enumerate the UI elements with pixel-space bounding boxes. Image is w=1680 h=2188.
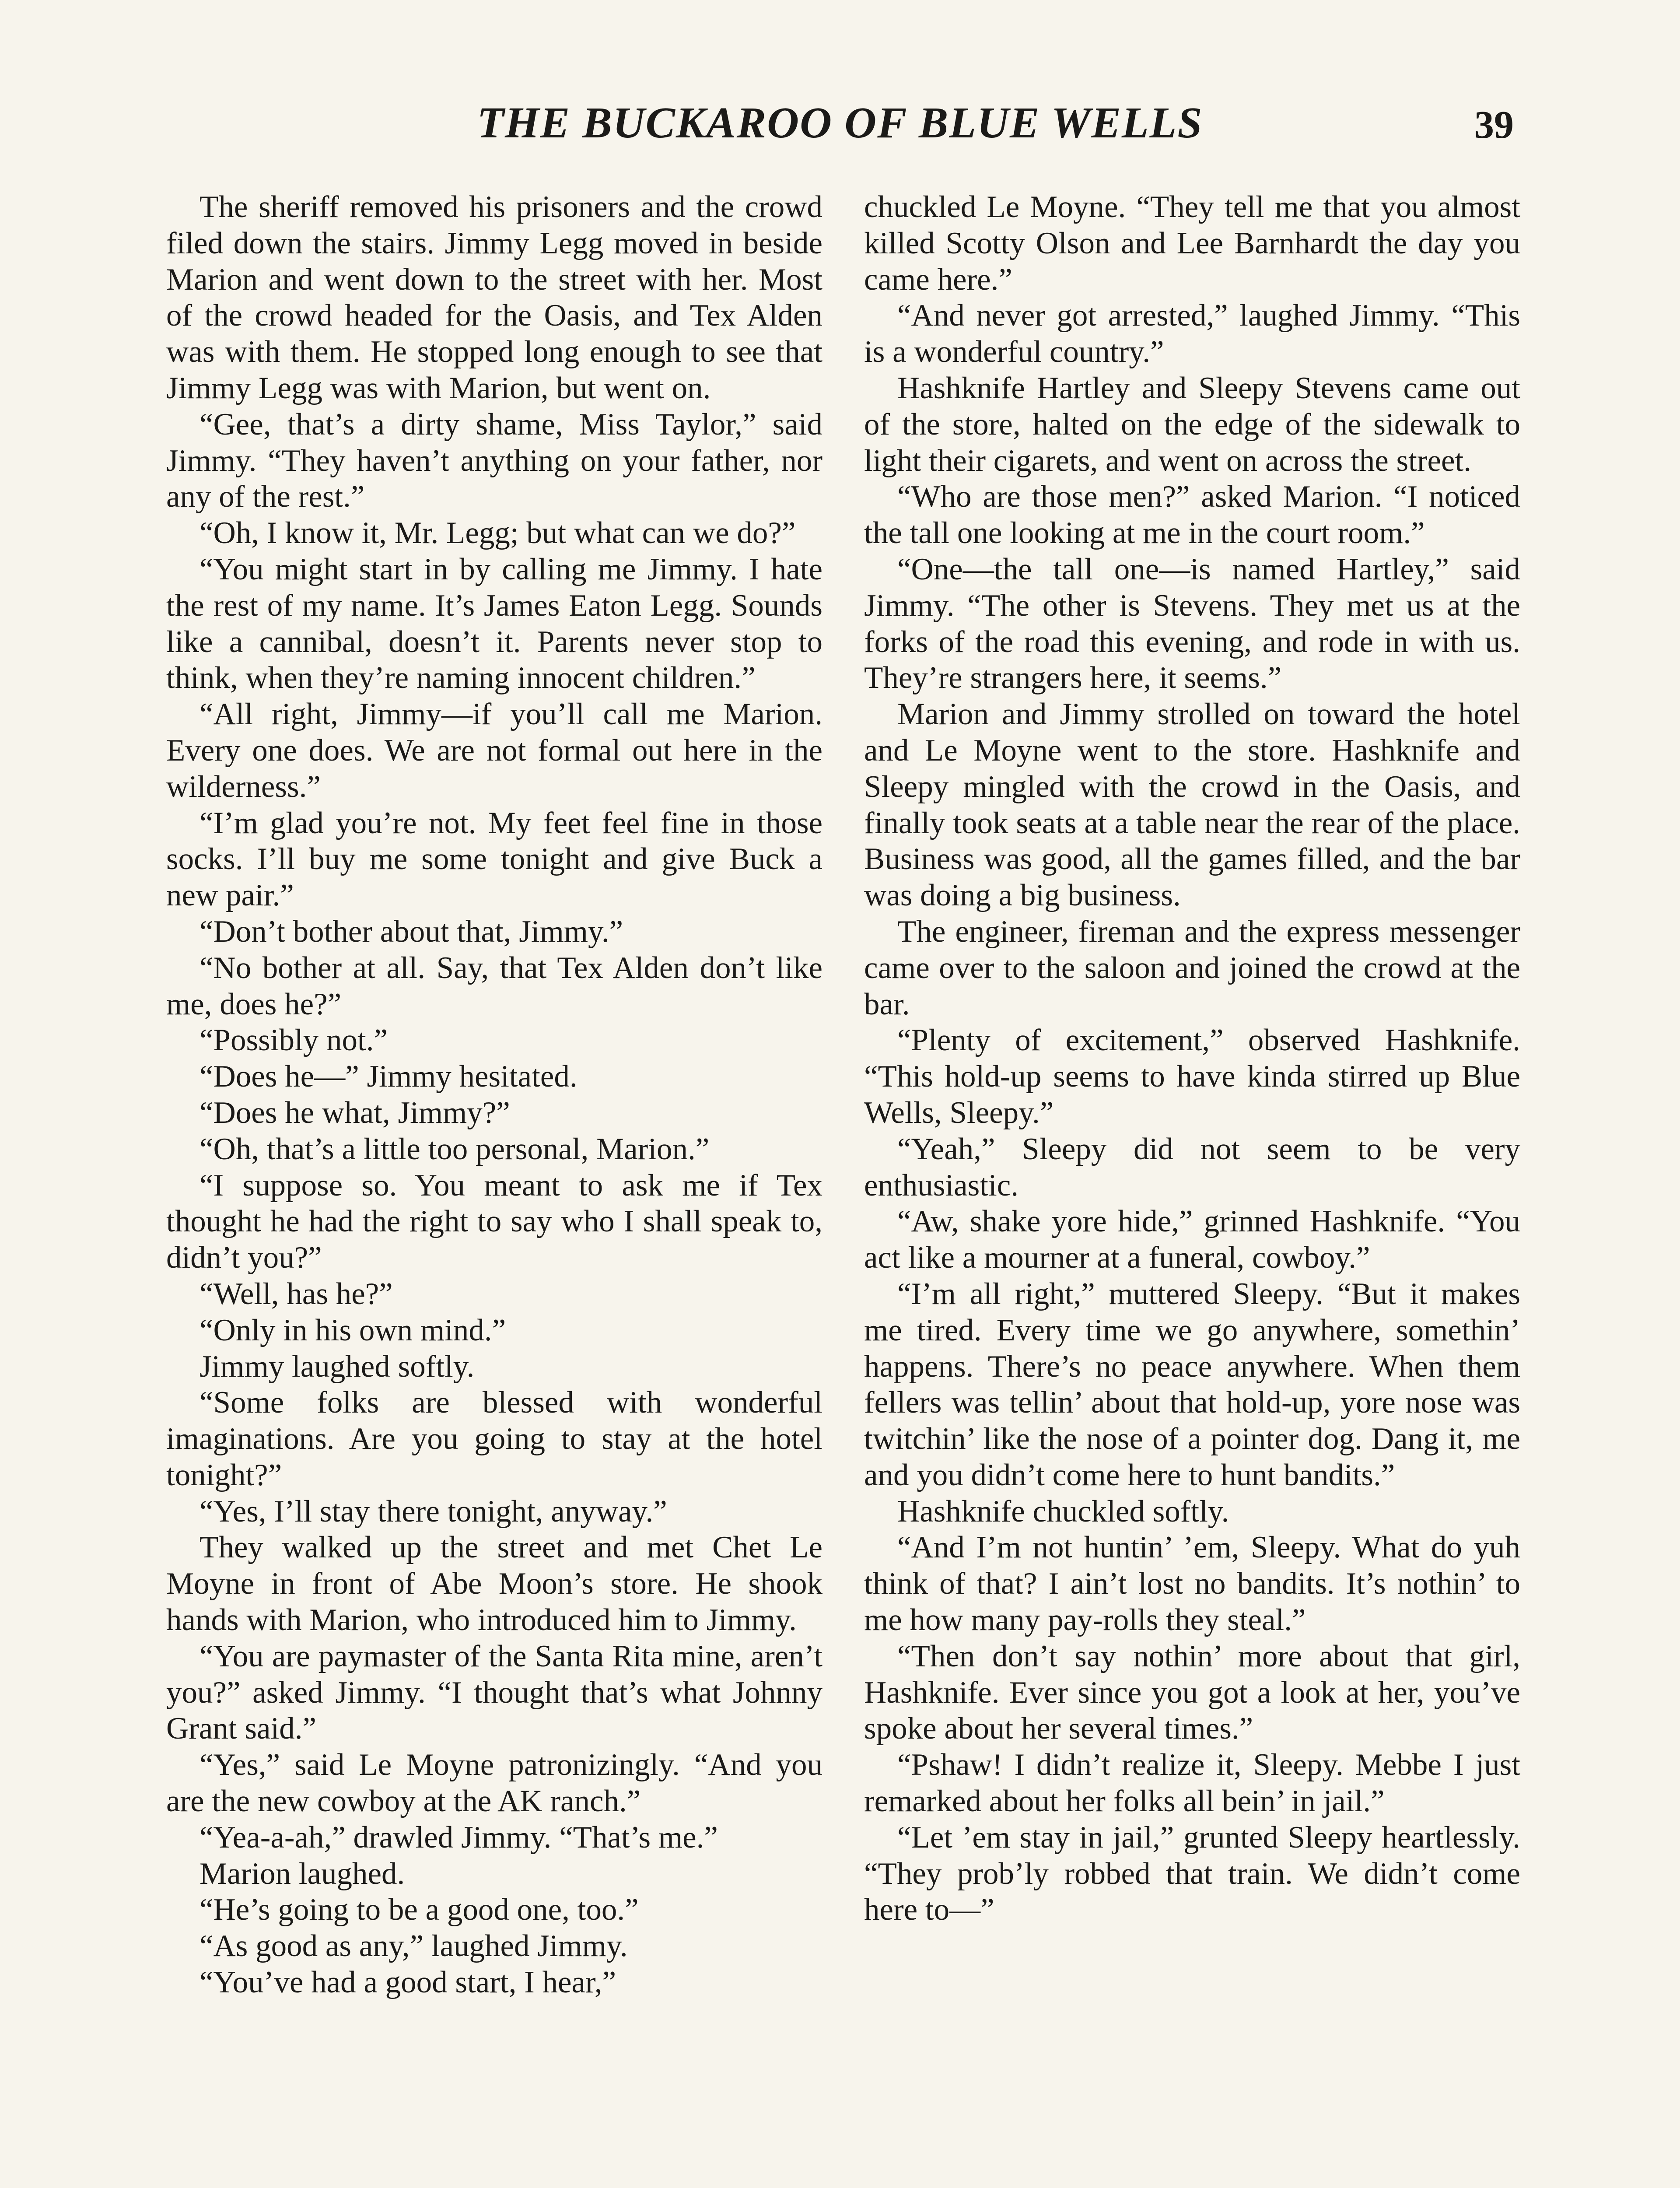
paragraph: “Pshaw! I didn’t realize it, Sleepy. Mebbe I just remarked about her folks all bein’ in jail.” [864,1748,1520,1819]
paragraph: “Some folks are blessed with wonderful imaginations. Are you going to stay at the hotel tonight?” [166,1385,822,1492]
paragraph: “Then don’t say nothin’ more about that girl, Hashknife. Ever since you got a look at her, you’ve spoke about her several times.” [864,1639,1520,1746]
paragraph: Hashknife Hartley and Sleepy Stevens came out of the store, halted on the edge of the sidewalk to light their cigarets, and went on across the street. [864,371,1520,478]
paragraph: “As good as any,” laughed Jimmy. [200,1929,628,1964]
paragraph: “And I’m not huntin’ ’em, Sleepy. What do yuh think of that? I ain’t lost no bandits. It’s nothin’ to me how many pay-rolls they steal.” [864,1530,1520,1637]
paragraph: “Let ’em stay in jail,” grunted Sleepy heartlessly. “They prob’ly robbed that train. We didn’t come here to—” [864,1820,1520,1927]
paragraph: “Aw, shake yore hide,” grinned Hashknife. “You act like a mourner at a funeral, cowboy.” [864,1204,1520,1275]
paragraph: They walked up the street and met Chet Le Moyne in front of Abe Moon’s store. He shook hands with Marion, who introduced him to Jimmy. [166,1530,822,1637]
paragraph: The engineer, fireman and the express messenger came over to the saloon and joined the crowd at the bar. [864,914,1520,1021]
paragraph: “You might start in by calling me Jimmy. I hate the rest of my name. It’s James Eaton Legg. Sounds like a cannibal, doesn’t it. Parents never stop to think, when they’re naming innocent children.” [166,552,822,695]
paragraph: Hashknife chuckled softly. [897,1494,1229,1529]
paragraph: “Gee, that’s a dirty shame, Miss Taylor,” said Jimmy. “They haven’t anything on your father, nor any of the rest.” [166,407,822,514]
page-number: 39 [1474,103,1514,147]
paragraph: “All right, Jimmy—if you’ll call me Marion. Every one does. We are not formal out here in the wilderness.” [166,697,822,804]
paragraph: “Possibly not.” [200,1023,388,1058]
paragraph: The sheriff removed his prisoners and the crowd filed down the stairs. Jimmy Legg moved in beside Marion and went down to the street with her. Most of the crowd headed for the Oasis, and Tex Alden was with them. He stopped long enough to see that Jimmy Legg was with Marion, but went on. [166,190,822,405]
paragraph: Marion laughed. [200,1856,405,1891]
paragraph: “Who are those men?” asked Marion. “I noticed the tall one looking at me in the court room.” [864,480,1520,551]
running-title: THE BUCKAROO OF BLUE WELLS [477,98,1203,147]
paragraph: “I’m all right,” muttered Sleepy. “But it makes me tired. Every time we go anywhere, somethin’ happens. There’s no peace anywhere. When them fellers was tellin’ about that hold-up, yore nose was twitchin’ like the nose of a pointer dog. Dang it, me and you didn’t come here to hunt bandits.” [864,1276,1520,1492]
paragraph: “Well, has he?” [200,1276,393,1311]
paragraph: “Yea-a-ah,” drawled Jimmy. “That’s me.” [200,1820,718,1855]
paragraph: Marion and Jimmy strolled on toward the hotel and Le Moyne went to the store. Hashknife and Sleepy mingled with the crowd in the Oasis, and finally took seats at a table near the rear of the place. Business was good, all the games filled, and the bar was doing a big business. [864,697,1520,913]
paragraph: “You are paymaster of the Santa Rita mine, aren’t you?” asked Jimmy. “I thought that’s what Johnny Grant said.” [166,1639,822,1746]
paragraph: “Yes, I’ll stay there tonight, anyway.” [200,1494,667,1529]
paragraph: “He’s going to be a good one, too.” [200,1893,639,1927]
paragraph: “Only in his own mind.” [200,1313,506,1347]
paragraph: “You’ve had a good start, I hear,” [200,1965,616,2000]
paragraph: “I suppose so. You meant to ask me if Tex thought he had the right to say who I shall speak to, didn’t you?” [166,1168,822,1275]
paragraph: “Plenty of excitement,” observed Hashknife. “This hold-up seems to have kinda stirred up Blue Wells, Sleepy.” [864,1023,1520,1130]
paragraph: “Oh, that’s a little too personal, Marion.” [200,1132,710,1166]
paragraph: “Don’t bother about that, Jimmy.” [200,914,623,949]
paragraph: “No bother at all. Say, that Tex Alden don’t like me, does he?” [166,950,822,1021]
paragraph: “Yeah,” Sleepy did not seem to be very enthusiastic. [864,1132,1520,1203]
left-column [166,189,822,2001]
paragraph: “Does he what, Jimmy?” [200,1095,510,1130]
paragraph-continuation: chuckled Le Moyne. “They tell me that you almost killed Scotty Olson and Lee Barnhardt the day you came here.” [864,190,1520,297]
paragraph: “I’m glad you’re not. My feet feel fine in those socks. I’ll buy me some tonight and give Buck a new pair.” [166,806,822,913]
paragraph: “Does he—” Jimmy hesitated. [200,1059,578,1094]
page-header [0,94,1680,151]
paragraph: Jimmy laughed softly. [200,1349,475,1384]
paragraph: “One—the tall one—is named Hartley,” said Jimmy. “The other is Stevens. They met us at the forks of the road this evening, and rode in with us. They’re strangers here, it seems.” [864,552,1520,695]
paragraph: “And never got arrested,” laughed Jimmy. “This is a wonderful country.” [864,298,1520,369]
paragraph: “Yes,” said Le Moyne patronizingly. “And you are the new cowboy at the AK ranch.” [166,1748,822,1819]
paragraph: “Oh, I know it, Mr. Legg; but what can we do?” [200,516,796,551]
right-column [864,189,1520,1928]
